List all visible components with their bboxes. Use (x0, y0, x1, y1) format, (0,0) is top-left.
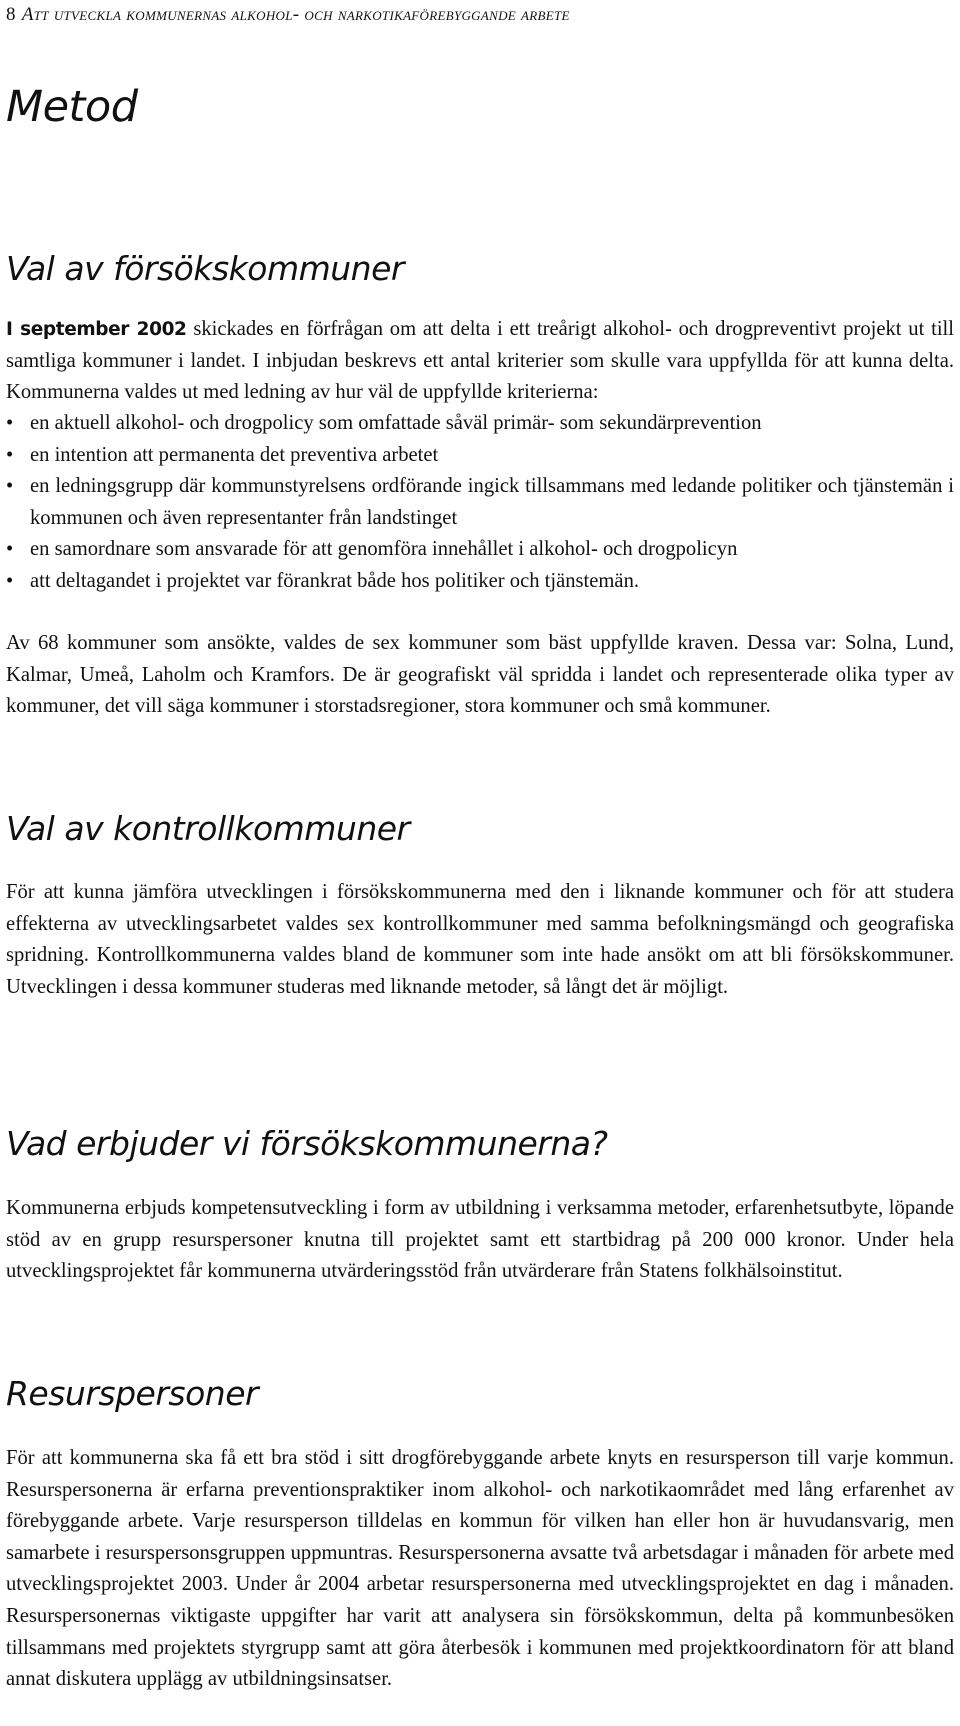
bullet-icon: • (6, 443, 14, 466)
list-item (6, 534, 954, 566)
section-heading-forsokskommuner: Val av försökskommuner (6, 249, 404, 288)
list-item-text: en aktuell alkohol- och drogpolicy som omfattade såväl primär- som sekundärprevention (30, 412, 762, 434)
list-item (6, 471, 954, 534)
running-header (6, 3, 954, 27)
intro-paragraph (6, 314, 954, 409)
bullet-icon: • (6, 475, 14, 498)
list-item-text: en ledningsgrupp där kommunstyrelsens ordförande ingick tillsammans med ledande politiker och tjänstemän i kommunen och även representanter från landstinget (30, 475, 954, 529)
criteria-list (6, 408, 954, 598)
offer-paragraph: Kommunerna erbjuds kompetensutveckling i form av utbildning i verksamma metoder, erfarenhetsutbyte, löpande stöd av en grupp resurspersoner knutna till projektet samt ett startbidrag på 200 000 kronor. Under hela utvecklingsprojektet får kommunerna utvärderingsstöd från utvärderare från Statens folkhälsoinstitut. (6, 1197, 954, 1283)
list-item-text: en intention att permanenta det preventiva arbetet (30, 443, 439, 466)
intro-text: skickades en förfrågan om att delta i ett treårigt alkohol- och drogpreventivt projekt ut till samtliga kommuner i landet. I inbjudan beskrevs ett antal kriterier som skulle vara uppfyllda för att kunna delta. Kommunerna valdes ut med ledning av hur väl de uppfyllde kriterierna: (6, 318, 954, 404)
list-item-text: en samordnare som ansvarade för att genomföra innehållet i alkohol- och drogpolicyn (30, 538, 738, 561)
running-title: Att utveckla kommunernas alkohol- och narkotikaförebyggande arbete (21, 4, 570, 25)
section-heading-kontrollkommuner: Val av kontrollkommuner (6, 809, 410, 848)
page-title: Metod (6, 82, 138, 132)
list-item (6, 440, 954, 472)
section-heading-erbjudande: Vad erbjuder vi försökskommunerna? (6, 1124, 608, 1163)
control-paragraph: För att kunna jämföra utvecklingen i försökskommunerna med den i liknande kommuner och för att studera effekterna av utvecklingsarbetet valdes sex kontrollkommuner med samma befolkningsmängd och geografiska spridning. Kontrollkommunerna valdes bland de kommuner som inte hade ansökt om att bli försökskommuner. Utvecklingen i dessa kommuner studeras med liknande metoder, så långt det är möjligt. (6, 881, 954, 998)
selection-paragraph: Av 68 kommuner som ansökte, valdes de sex kommuner som bäst uppfyllde kraven. Dessa var: Solna, Lund, Kalmar, Umeå, Laholm och Kramfors. De är geografiskt väl spridda i landet och representerade olika typer av kommuner, det vill säga kommuner i storstadsregioner, stora kommuner och små kommuner. (6, 632, 954, 718)
resource-paragraph: För att kommunerna ska få ett bra stöd i sitt drogförebyggande arbete knyts en resursperson till varje kommun. Resurspersonerna är erfarna preventionspraktiker inom alkohol- och narkotikaområdet med lång erfarenhet av förebyggande arbete. Varje resursperson tilldelas en kommun för vilken han eller hon är huvudansvarig, men samarbete i resurspersonsgruppen uppmuntras. Resurspersonerna avsatte två arbetsdagar i månaden för arbete med utvecklingsprojektet 2003. Under år 2004 arbetar resurspersonerna med utvecklingsprojektet en dag i månaden. Resurspersonernas viktigaste uppgifter har varit att analysera sin försökskommun, delta på kommunbesöken tillsammans med projektets styrgrupp samt att göra återbesök i kommunen med projektkoordinatorn för att bland annat diskutera upplägg av utbildningsinsatser. (6, 1447, 954, 1691)
list-item (6, 566, 954, 598)
bullet-icon: • (6, 538, 14, 561)
bullet-icon: • (6, 569, 14, 592)
page-number: 8 (6, 4, 16, 25)
intro-lead: I september 2002 (6, 319, 187, 340)
list-item (6, 408, 954, 440)
bullet-icon: • (6, 412, 14, 434)
list-item-text: att deltagandet i projektet var förankrat både hos politiker och tjänstemän. (30, 569, 640, 592)
section-heading-resurspersoner: Resurspersoner (6, 1374, 259, 1413)
